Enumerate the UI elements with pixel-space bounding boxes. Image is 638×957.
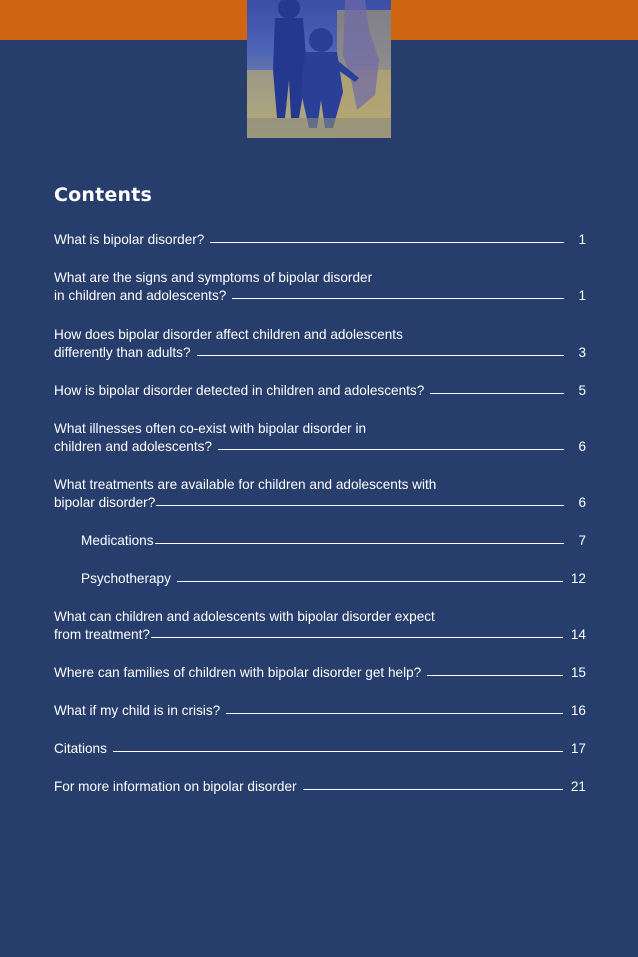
toc-page-number: 17 (570, 741, 586, 756)
toc-subentry[interactable] (81, 532, 586, 550)
toc-entry-title-line1: What are the signs and symptoms of bipolar disorder (54, 270, 373, 285)
toc-leader-line (218, 437, 564, 450)
toc-entry-title-line1: What treatments are available for children and adolescents with (54, 477, 437, 492)
toc-entry[interactable] (54, 608, 586, 644)
toc-page-number: 12 (570, 571, 586, 586)
toc-entry-title: What is bipolar disorder? (54, 232, 205, 247)
toc-line (54, 702, 586, 720)
toc-line (54, 626, 586, 644)
toc-line (54, 438, 586, 456)
toc-entry[interactable] (54, 740, 586, 758)
toc-leader-line (155, 531, 564, 544)
toc-leader-line (156, 493, 564, 506)
toc-entry-title: Medications (81, 533, 154, 548)
toc-line (54, 344, 586, 362)
toc-line (81, 570, 586, 588)
toc-entry-title: Citations (54, 741, 107, 756)
toc-entry-title-line1: What can children and adolescents with bipolar disorder expect (54, 609, 435, 624)
toc-entry-title: differently than adults? (54, 345, 191, 360)
cover-photo-children-silhouettes (247, 0, 391, 138)
toc-entry[interactable] (54, 269, 586, 305)
toc-entry[interactable] (54, 778, 586, 796)
toc-line (54, 778, 586, 796)
toc-page-number: 1 (578, 288, 586, 303)
toc-line (81, 532, 586, 550)
toc-entry-title: from treatment? (54, 627, 150, 642)
toc-page-number: 21 (570, 779, 586, 794)
toc-page-number: 16 (570, 703, 586, 718)
photo-illustration (247, 0, 391, 138)
toc-line (54, 664, 586, 682)
toc-leader-line (232, 286, 564, 299)
toc-leader-line (151, 625, 563, 638)
toc-entry-title: Psychotherapy (81, 571, 171, 586)
toc-line (54, 287, 586, 305)
toc-entry-title-line1: What illnesses often co-exist with bipolar disorder in (54, 421, 367, 436)
toc-page-number: 1 (578, 232, 586, 247)
toc-page-number: 6 (578, 495, 586, 510)
toc-entry[interactable] (54, 702, 586, 720)
toc-page-number: 15 (570, 665, 586, 680)
toc-entry[interactable] (54, 231, 586, 249)
contents-heading: Contents (54, 184, 153, 206)
toc-leader-line (210, 230, 564, 243)
toc-entry-title: children and adolescents? (54, 439, 212, 454)
toc-leader-line (197, 343, 564, 356)
toc-entry[interactable] (54, 382, 586, 400)
toc-page-number: 3 (578, 345, 586, 360)
toc-page-number: 5 (578, 383, 586, 398)
toc-entry-title-line1: How does bipolar disorder affect children and adolescents (54, 327, 403, 342)
toc-line (54, 231, 586, 249)
toc-leader-line (177, 569, 563, 582)
toc-page-number: 14 (570, 627, 586, 642)
toc-leader-line (427, 663, 563, 676)
toc-page-number: 6 (578, 439, 586, 454)
toc-leader-line (303, 777, 563, 790)
toc-line (54, 382, 586, 400)
toc-leader-line (226, 701, 563, 714)
toc-leader-line (430, 381, 564, 394)
toc-entry-title: bipolar disorder? (54, 495, 156, 510)
toc-entry[interactable] (54, 664, 586, 682)
toc-entry-title: in children and adolescents? (54, 288, 227, 303)
toc-line (54, 740, 586, 758)
toc-entry[interactable] (54, 326, 586, 362)
toc-entry-title: How is bipolar disorder detected in children and adolescents? (54, 383, 425, 398)
toc-entry[interactable] (54, 476, 586, 512)
toc-leader-line (113, 739, 563, 752)
toc-subentry[interactable] (81, 570, 586, 588)
toc-entry[interactable] (54, 420, 586, 456)
toc-line (54, 494, 586, 512)
toc-entry-title: Where can families of children with bipolar disorder get help? (54, 665, 422, 680)
toc-entry-title: What if my child is in crisis? (54, 703, 221, 718)
toc-page-number: 7 (578, 533, 586, 548)
table-of-contents (54, 231, 586, 796)
toc-entry-title: For more information on bipolar disorder (54, 779, 297, 794)
